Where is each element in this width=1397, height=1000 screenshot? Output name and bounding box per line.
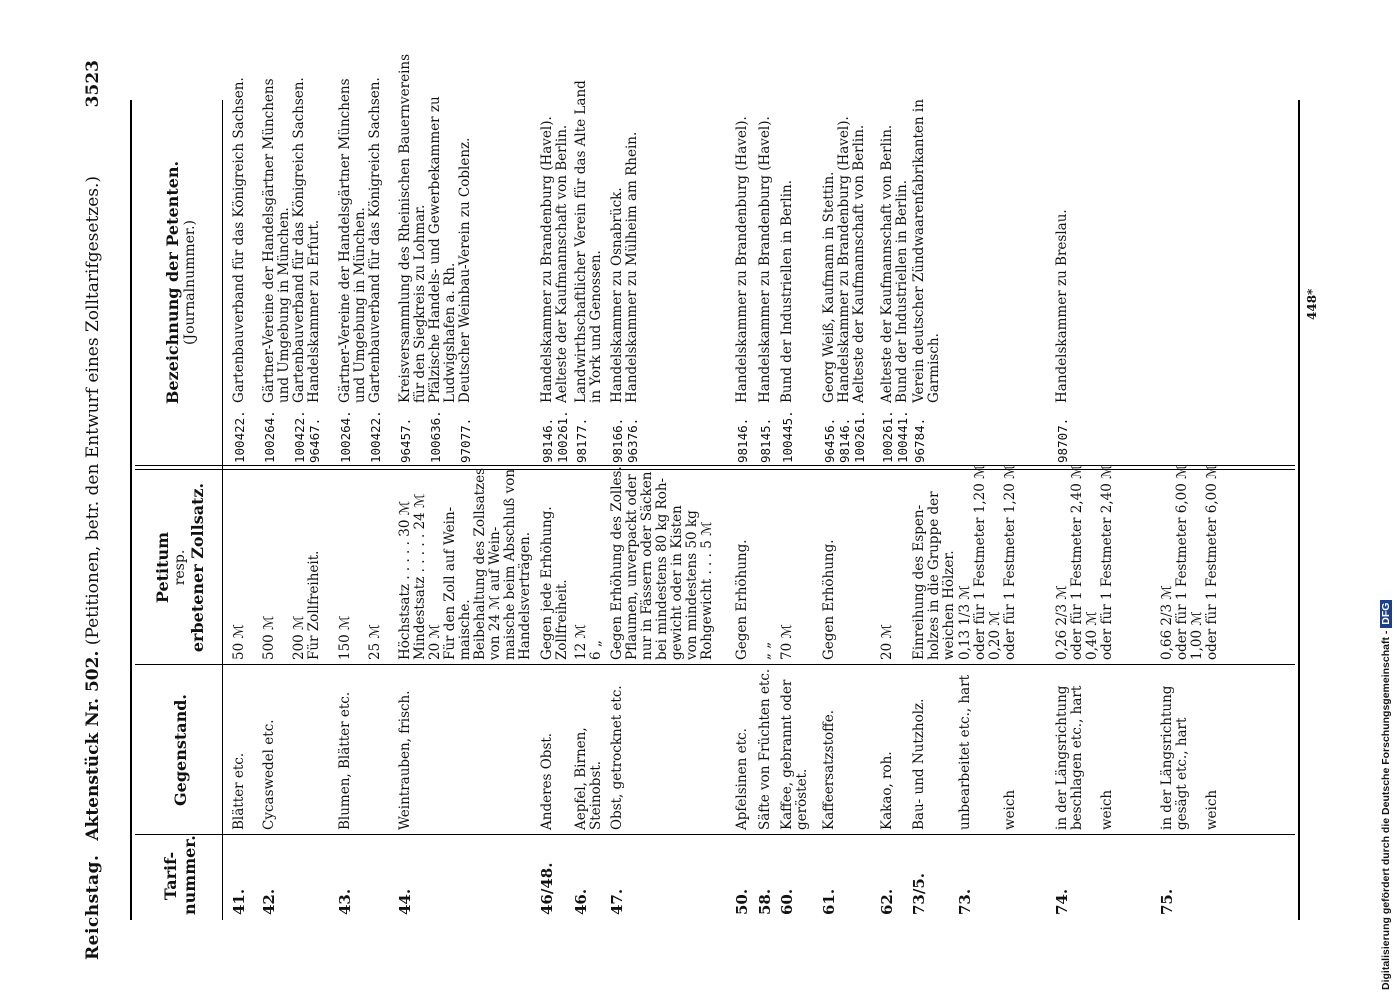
- petitioner-cell-line: in York und Genossen.: [588, 250, 604, 403]
- journal-number-cell-line: 98146.: [837, 417, 852, 463]
- journal-number-cell-line: 97077.: [458, 417, 473, 463]
- petitum-cell-line: maische beim Abschluß von: [502, 468, 518, 660]
- petitum-cell: [262, 475, 322, 660]
- petitioner-cell: [911, 99, 942, 403]
- col-divider: [135, 465, 1295, 470]
- petitioner-cell-line: Aelteste der Kaufmannschaft von Berlin.: [851, 124, 867, 403]
- page-number: 3523: [83, 60, 103, 108]
- petitioner-cell-line: Gartenbauverband für das Königreich Sachsen.: [367, 77, 383, 403]
- petitum-cell-line: 25 ℳ: [367, 624, 383, 660]
- journal-number-cell: [912, 408, 927, 463]
- journal-number-cell-line: [353, 408, 368, 463]
- petitum-cell-line: Zollfreiheit.: [554, 579, 570, 660]
- petitum-cell-line: gewicht oder in Kisten: [669, 505, 685, 660]
- petitioner-cell-line: Handelskammer zu Osnabrück.: [609, 187, 625, 403]
- tariff-number: [262, 837, 277, 915]
- object-cell: [338, 670, 353, 830]
- petitioner-cell-line: und Umgebung in München.: [276, 207, 292, 403]
- petitioner-cell-line: Gärtner-Vereine der Handelsgärtner Münchens: [261, 78, 277, 403]
- petitum-cell: [822, 475, 837, 660]
- object-cell-line: [1190, 670, 1205, 830]
- tariff-number: [822, 837, 837, 915]
- credit-text: Digitalisierung gefördert durch die Deutsche Forschungsgemeinschaft -: [1380, 630, 1392, 990]
- petitum-cell-line: nur in Fässern oder Säcken: [639, 471, 655, 660]
- petitioner-cell-line: Handelskammer zu Breslau.: [1054, 209, 1070, 403]
- journal-number-cell-line: 98177.: [574, 417, 589, 463]
- object-cell-line: [973, 670, 988, 830]
- journal-number-cell: [540, 408, 570, 463]
- journal-number-cell: [338, 408, 383, 463]
- object-cell: [398, 670, 413, 830]
- journal-number-cell: [880, 408, 910, 463]
- petitioner-cell-line: Bund der Industriellen in Berlin.: [894, 180, 910, 403]
- object-cell-line: in der Längsrichtung: [1159, 685, 1175, 830]
- journal-number-cell-line: [443, 408, 458, 463]
- petitum-cell-line: Gegen jede Erhöhung.: [539, 506, 555, 660]
- petitioner-cell-line: Kreisversammlung des Rheinischen Bauernvereins: [397, 53, 413, 403]
- object-cell-line: Weintrauben, frisch.: [397, 690, 413, 830]
- tariff-number: [735, 837, 750, 915]
- col-petitum-sub1: resp.: [172, 549, 188, 586]
- journal-number-cell: [758, 408, 773, 463]
- object-cell: [758, 670, 773, 830]
- object-cell-line: geröstet.: [794, 768, 810, 830]
- petitioner-cell: [540, 103, 570, 403]
- tariff-number: [880, 837, 895, 915]
- petitum-cell-line: Für Zollfreiheit.: [306, 550, 322, 660]
- petitioner-cell-line: Aelteste der Kaufmannschaft von Berlin.: [879, 124, 895, 403]
- tariff-number-line: 74.: [1053, 888, 1071, 915]
- petitum-cell-line: 20 ℳ: [879, 624, 895, 660]
- journal-number-cell-line: 100445.: [780, 410, 795, 463]
- tariff-number: [540, 837, 555, 915]
- page-header: [78, 60, 108, 960]
- petitioner-cell-line: Ludwigshafen a. Rh.: [442, 262, 458, 403]
- petitum-cell: [880, 475, 895, 660]
- header-left: Reichstag.: [83, 854, 103, 960]
- tariff-number-line: 60.: [778, 888, 796, 915]
- petitioner-cell-line: Handelskammer zu Erfurt.: [306, 219, 322, 403]
- tariff-number: [338, 837, 353, 915]
- tariff-number-line: 73.: [956, 888, 974, 915]
- tariff-number-line: 75.: [1158, 888, 1176, 915]
- petitum-cell-line: Für den Zoll auf Wein-: [442, 506, 458, 660]
- tariff-number: [1055, 837, 1070, 915]
- object-cell-line: beschlagen etc., hart: [1069, 685, 1085, 830]
- journal-number-cell-line: 100261.: [880, 410, 895, 463]
- col-divider: [135, 664, 1295, 665]
- petitioner-cell-line: Landwirthschaftlicher Verein für das Alte Land: [573, 80, 589, 403]
- journal-number-cell: [822, 408, 867, 463]
- tariff-number-line: 41.: [230, 888, 248, 915]
- petitum-cell-line: 12 ℳ: [573, 624, 589, 660]
- object-cell-line: Blumen, Blätter etc.: [337, 691, 353, 830]
- object-cell: [1055, 670, 1115, 830]
- petitioner-cell-line: Handelskammer zu Brandenburg (Havel).: [734, 116, 750, 403]
- tariff-number-line: 47.: [608, 888, 626, 915]
- tariff-number-line: 44.: [396, 888, 414, 915]
- object-cell-line: Kaffee, gebrannt oder: [779, 679, 795, 830]
- petitioner-cell-line: Georg Weiß, Kaufmann in Stettin.: [821, 171, 837, 403]
- petitum-cell: [574, 475, 604, 660]
- journal-number-cell-line: [277, 408, 292, 463]
- petitum-cell: [609, 466, 715, 660]
- petitum-cell-line: weichen Hölzer.: [941, 550, 957, 660]
- petitum-cell-line: Einreihung des Espen-: [911, 504, 927, 660]
- tariff-number: [574, 837, 589, 915]
- dfg-logo: DFG: [1380, 600, 1392, 628]
- tariff-number-line: 73/5.: [910, 872, 928, 915]
- petitum-cell-line: 6 „: [588, 640, 604, 660]
- tariff-number-line: 46/48.: [538, 862, 556, 915]
- petitum-cell-line: oder für 1 Festmeter 2,40 ℳ: [1099, 464, 1115, 660]
- object-cell-line: unbearbeitet etc., hart: [957, 674, 973, 830]
- col-petitum-header: [140, 475, 220, 660]
- petitum-cell-line: von 24 ℳ auf Wein-: [487, 526, 503, 660]
- tariff-number: [1160, 837, 1175, 915]
- col-petitioners-header: [140, 105, 220, 460]
- journal-number-cell-line: 98146.: [735, 417, 750, 463]
- top-rule: [130, 100, 132, 920]
- petitum-cell-line: oder für 1 Festmeter 2,40 ℳ: [1069, 464, 1085, 660]
- petitum-cell-line: 0,13 1/3 ℳ: [957, 585, 973, 660]
- col-petitioners-sub: (Journalnummer.): [181, 220, 198, 345]
- journal-number-cell: [398, 408, 473, 463]
- journal-number-cell-line: 96376.: [625, 417, 640, 463]
- petitum-cell-line: 0,40 ℳ: [1084, 611, 1100, 660]
- tariff-number: [610, 837, 625, 915]
- petitioner-cell: [337, 77, 383, 403]
- petitum-cell: [540, 475, 570, 660]
- journal-number-cell-line: 100422.: [232, 410, 247, 463]
- petitioner-cell-line: und Umgebung in München.: [352, 207, 368, 403]
- petitum-cell-line: 150 ℳ: [337, 615, 353, 660]
- petitum-cell-line: maische.: [457, 599, 473, 660]
- petitum-cell-line: 50 ℳ: [231, 624, 247, 660]
- petitum-cell-line: 0,66 2/3 ℳ: [1159, 585, 1175, 660]
- col-num-label: Tarif- nummer.: [161, 835, 199, 915]
- petitum-cell: [780, 475, 795, 660]
- object-cell: [780, 670, 810, 830]
- petitioner-cell: [735, 103, 750, 403]
- object-cell-line: gesägt etc., hart: [1174, 717, 1190, 830]
- petitum-cell: [758, 475, 773, 660]
- petitum-cell: [397, 467, 533, 660]
- object-cell-line: Säfte von Früchten etc.: [757, 668, 773, 830]
- petitioner-cell-line: Bund der Industriellen in Berlin.: [779, 180, 795, 403]
- petitum-cell-line: oder für 1 Festmeter 1,20 ℳ: [1002, 464, 1018, 660]
- journal-number-cell-line: 100636.: [428, 410, 443, 463]
- petitum-cell-line: oder für 1 Festmeter 1,20 ℳ: [972, 464, 988, 660]
- petitum-cell: [1159, 464, 1220, 660]
- petitioner-cell-line: Handelskammer zu Brandenburg (Havel).: [539, 116, 555, 403]
- object-cell: [880, 670, 895, 830]
- petitum-cell-line: Handelsverträgen.: [517, 531, 533, 660]
- petitum-cell: [957, 464, 1018, 660]
- object-cell: [735, 670, 750, 830]
- petitioner-cell-line: Pfälzische Handels- und Gewerbekammer zu: [427, 96, 443, 403]
- journal-number-cell-line: 96456.: [822, 417, 837, 463]
- petitioner-cell-line: Deutscher Weinbau-Verein zu Coblenz.: [457, 137, 473, 403]
- petitum-cell-line: 0,20 ℳ: [987, 611, 1003, 660]
- header-subtitle: (Petitionen, betr. den Entwurf eines Zolltarifgesetzes.): [83, 175, 103, 646]
- petitum-cell: [735, 475, 750, 660]
- petitioner-cell-line: Gärtner-Vereine der Handelsgärtner Münchens: [337, 78, 353, 403]
- tariff-number-line: 61.: [820, 888, 838, 915]
- journal-number-cell-line: 100264.: [338, 410, 353, 463]
- petitum-cell-line: Gegen Erhöhung des Zolles.: [609, 466, 625, 660]
- footer-mark: 448*: [1305, 288, 1319, 320]
- petitum-cell-line: 70 ℳ: [779, 624, 795, 660]
- journal-number-cell-line: 98146.: [540, 417, 555, 463]
- tariff-number-line: 62.: [878, 888, 896, 915]
- journal-number-cell-line: 100261.: [555, 410, 570, 463]
- tariff-number-line: 50.: [733, 888, 751, 915]
- object-cell-line: Kakao, roh.: [879, 751, 895, 830]
- tariff-number: [398, 837, 413, 915]
- col-object-label: Gegenstand.: [170, 694, 190, 806]
- object-cell-line: in der Längsrichtung: [1054, 685, 1070, 830]
- petitum-cell-line: 500 ℳ: [261, 615, 277, 660]
- header-title-group: [83, 107, 103, 840]
- petitum-cell-line: Rohgewicht . . . 5 ℳ: [699, 521, 715, 660]
- col-petitum-label: Petitum: [153, 531, 172, 604]
- col-divider: [135, 834, 1295, 835]
- object-cell-line: Anderes Obst.: [539, 732, 555, 830]
- petitioner-cell: [780, 103, 795, 403]
- object-cell: [232, 670, 247, 830]
- petitum-cell-line: 1,00 ℳ: [1189, 611, 1205, 660]
- header-title: Aktenstück Nr. 502.: [83, 650, 103, 841]
- petitum-cell-line: [277, 475, 292, 660]
- object-cell-line: Blätter etc.: [231, 752, 247, 830]
- object-cell-line: weich: [1099, 789, 1115, 830]
- journal-number-cell-line: 98145.: [758, 417, 773, 463]
- petitum-cell: [338, 475, 383, 660]
- petitioner-cell-line: Garmisch.: [926, 333, 942, 403]
- journal-number-cell: [610, 408, 640, 463]
- header-rule: [222, 100, 223, 920]
- object-cell: [610, 670, 625, 830]
- col-num-header: [140, 837, 220, 915]
- tariff-number-line: 46.: [572, 888, 590, 915]
- petitum-cell-line: von mindestens 50 kg: [684, 510, 700, 660]
- tariff-number-line: 43.: [336, 888, 354, 915]
- petitum-cell-line: oder für 1 Festmeter 6,00 ℳ: [1204, 464, 1220, 660]
- petitioner-cell-line: Gartenbauverband für das Königreich Sachsen.: [231, 77, 247, 403]
- tariff-number: [912, 837, 927, 915]
- object-cell-line: Apfelsinen etc.: [734, 728, 750, 830]
- petitum-cell-line: Höchstsatz . . . . . 30 ℳ: [397, 500, 413, 660]
- journal-number-cell: [735, 408, 750, 463]
- petitum-cell-line: „ „: [757, 641, 773, 660]
- petitioner-cell: [880, 103, 910, 403]
- petitum-cell-line: holzes in die Gruppe der: [926, 491, 942, 660]
- petitum-cell-line: 200 ℳ: [291, 615, 307, 660]
- digitization-credit: [1380, 10, 1392, 990]
- petitum-cell-line: Mindestsatz . . . . . 24 ℳ: [412, 493, 428, 660]
- object-cell-line: Obst, getrocknet etc.: [609, 685, 625, 830]
- petitioner-cell: [1055, 103, 1070, 403]
- tariff-number: [758, 837, 773, 915]
- journal-number-cell-line: 96467.: [307, 417, 322, 463]
- journal-number-cell-line: 96784.: [912, 417, 927, 463]
- object-cell: [822, 670, 837, 830]
- object-cell-line: [1085, 670, 1100, 830]
- object-cell: [574, 670, 604, 830]
- col-petitum-sub2: erbetener Zollsatz.: [188, 482, 207, 653]
- petitioner-cell: [231, 77, 247, 403]
- object-cell-line: [988, 670, 1003, 830]
- petitioner-cell-line: Handelskammer zu Brandenburg (Havel).: [757, 116, 773, 403]
- object-cell: [958, 670, 1018, 830]
- petitum-cell-line: Gegen Erhöhung.: [821, 539, 837, 660]
- petitum-cell-line: 20 ℳ: [427, 624, 443, 660]
- object-cell-line: Bau- und Nutzholz.: [911, 698, 927, 830]
- petitioner-cell-line: Gartenbauverband für das Königreich Sachsen.: [291, 77, 307, 403]
- tariff-number: [780, 837, 795, 915]
- petitioner-cell-line: Aelteste der Kaufmannschaft von Berlin.: [554, 124, 570, 403]
- tariff-number-line: 42.: [260, 888, 278, 915]
- petitum-cell-line: Beibehaltung des Zollsatzes: [472, 467, 488, 660]
- tariff-number: [958, 837, 973, 915]
- journal-number-cell-line: 98707.: [1055, 417, 1070, 463]
- tariff-number: [232, 837, 247, 915]
- object-cell: [262, 670, 277, 830]
- petitioner-cell-line: für den Siegkreis zu Lohmar.: [412, 204, 428, 403]
- object-cell: [1160, 670, 1220, 830]
- petitum-cell-line: oder für 1 Festmeter 6,00 ℳ: [1174, 464, 1190, 660]
- journal-number-cell-line: 100422.: [368, 410, 383, 463]
- object-cell-line: weich: [1204, 789, 1220, 830]
- object-cell-line: Kaffeersatzstoffe.: [821, 709, 837, 830]
- petitioner-cell: [758, 103, 773, 403]
- object-cell-line: Aepfel, Birnen,: [573, 727, 589, 830]
- petitioner-cell: [397, 53, 473, 403]
- journal-number-cell: [1055, 408, 1070, 463]
- petitum-cell: [912, 475, 957, 660]
- petitum-cell-line: 0,26 2/3 ℳ: [1054, 585, 1070, 660]
- journal-number-cell-line: [413, 408, 428, 463]
- petitioner-cell-line: Handelskammer zu Mülheim am Rhein.: [624, 131, 640, 403]
- journal-number-cell-line: 96457.: [398, 417, 413, 463]
- journal-number-cell: [232, 408, 247, 463]
- journal-number-cell-line: 100261.: [852, 410, 867, 463]
- col-petitioners-label: Bezeichnung der Petenten.: [162, 160, 182, 405]
- petitioner-cell: [261, 77, 322, 403]
- petitioner-cell: [822, 103, 867, 403]
- petitum-cell-line: [353, 475, 368, 660]
- object-cell: [912, 670, 927, 830]
- petitioner-cell-line: Verein deutscher Zündwaarenfabrikanten in: [911, 99, 927, 403]
- bottom-rule: [1298, 100, 1300, 920]
- journal-number-cell: [780, 408, 795, 463]
- petitioner-cell: [610, 103, 640, 403]
- journal-number-cell: [574, 408, 589, 463]
- tariff-number-line: 58.: [756, 888, 774, 915]
- petitioner-cell-line: Handelskammer zu Brandenburg (Havel).: [836, 116, 852, 403]
- object-cell-line: weich: [1002, 789, 1018, 830]
- petitum-cell: [232, 475, 247, 660]
- journal-number-cell-line: 100441.: [895, 410, 910, 463]
- petitum-cell-line: Pflaumen, unverpackt oder: [624, 474, 640, 660]
- journal-number-cell: [262, 408, 322, 463]
- journal-number-cell-line: 100264.: [262, 410, 277, 463]
- object-cell-line: Cycaswedel etc.: [261, 719, 277, 830]
- object-cell: [540, 670, 555, 830]
- col-object-header: [140, 670, 220, 830]
- object-cell-line: Steinobst.: [588, 760, 604, 830]
- petitioner-cell: [573, 80, 604, 403]
- petitum-cell: [1054, 464, 1115, 660]
- journal-number-cell-line: 98166.: [610, 417, 625, 463]
- petitum-cell-line: bei mindestens 80 kg Roh-: [654, 477, 670, 660]
- journal-number-cell-line: 100422.: [292, 410, 307, 463]
- petitum-cell-line: Gegen Erhöhung.: [734, 539, 750, 660]
